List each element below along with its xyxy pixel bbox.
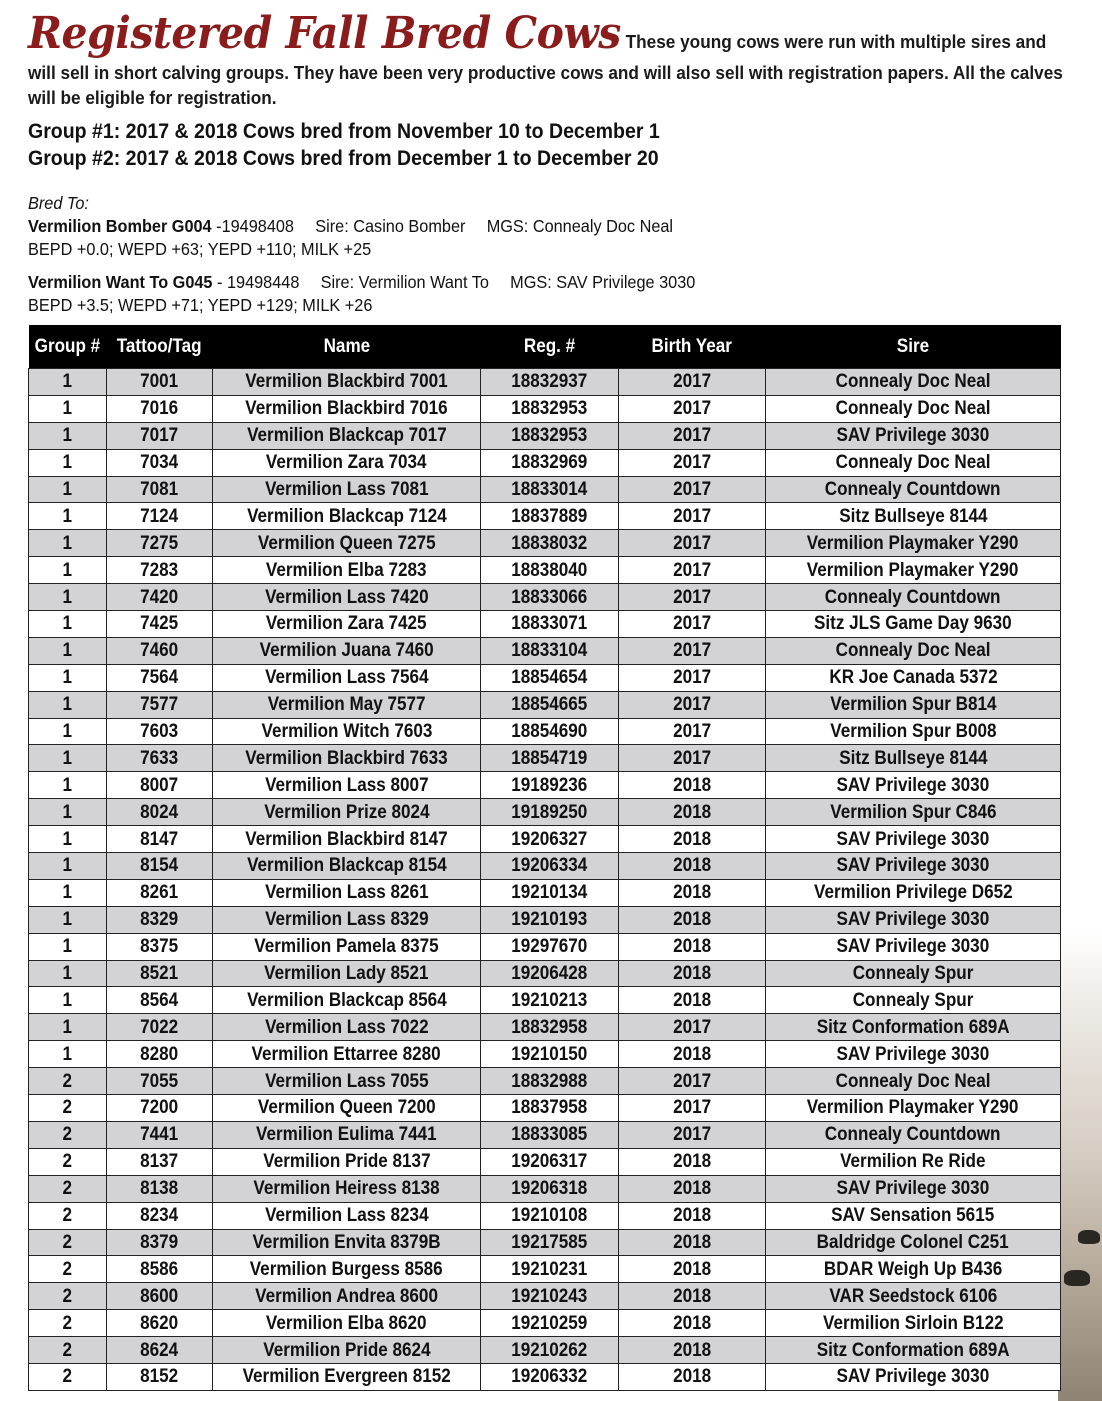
name-cell: Vermilion Pamela 8375 — [213, 933, 481, 960]
name-cell: Vermilion Zara 7425 — [213, 611, 481, 638]
sire-cell: Connealy Countdown — [766, 1121, 1061, 1148]
group-cell: 1 — [29, 557, 107, 584]
group-cell: 1 — [29, 987, 107, 1014]
name-cell: Vermilion Witch 7603 — [213, 718, 481, 745]
tattoo-cell: 8564 — [107, 987, 213, 1014]
birth-year-cell: 2018 — [619, 879, 766, 906]
group-cell: 1 — [29, 503, 107, 530]
table-row — [29, 557, 1061, 584]
tattoo-cell: 8152 — [107, 1363, 213, 1390]
reg-cell: 19210243 — [481, 1283, 619, 1310]
birth-year-cell: 2017 — [619, 637, 766, 664]
group-cell: 2 — [29, 1310, 107, 1337]
birth-year-cell: 2018 — [619, 799, 766, 826]
reg-cell: 19206318 — [481, 1175, 619, 1202]
column-header: Reg. # — [481, 325, 619, 369]
name-cell: Vermilion Lass 7081 — [213, 476, 481, 503]
bull-1-epds: BEPD +0.0; WEPD +63; YEPD +110; MILK +25 — [28, 239, 372, 259]
sire-cell: Vermilion Playmaker Y290 — [766, 1095, 1061, 1122]
birth-year-cell: 2018 — [619, 1175, 766, 1202]
birth-year-cell: 2018 — [619, 1337, 766, 1364]
reg-cell: 19206317 — [481, 1148, 619, 1175]
group-cell: 2 — [29, 1283, 107, 1310]
name-cell: Vermilion Blackbird 7633 — [213, 745, 481, 772]
birth-year-cell: 2017 — [619, 584, 766, 611]
name-cell: Vermilion Elba 7283 — [213, 557, 481, 584]
tattoo-cell: 8624 — [107, 1337, 213, 1364]
table-row — [29, 664, 1061, 691]
birth-year-cell: 2017 — [619, 530, 766, 557]
group-cell: 1 — [29, 530, 107, 557]
name-cell: Vermilion Lady 8521 — [213, 960, 481, 987]
group-cell: 2 — [29, 1363, 107, 1390]
group-cell: 1 — [29, 718, 107, 745]
birth-year-cell: 2017 — [619, 503, 766, 530]
reg-cell: 19210150 — [481, 1041, 619, 1068]
sire-cell: Connealy Doc Neal — [766, 395, 1061, 422]
bull-2-mgs: MGS: SAV Privilege 3030 — [510, 272, 696, 292]
table-row — [29, 1229, 1061, 1256]
birth-year-cell: 2017 — [619, 557, 766, 584]
birth-year-cell: 2018 — [619, 1148, 766, 1175]
table-header-row — [29, 325, 1061, 369]
sire-cell: Connealy Countdown — [766, 584, 1061, 611]
tattoo-cell: 8620 — [107, 1310, 213, 1337]
sire-cell: Connealy Spur — [766, 987, 1061, 1014]
sire-cell: KR Joe Canada 5372 — [766, 664, 1061, 691]
reg-cell: 19206332 — [481, 1363, 619, 1390]
sire-cell: SAV Privilege 3030 — [766, 853, 1061, 880]
reg-cell: 18832988 — [481, 1068, 619, 1095]
sire-cell: Connealy Doc Neal — [766, 1068, 1061, 1095]
reg-cell: 18854654 — [481, 664, 619, 691]
group-cell: 2 — [29, 1256, 107, 1283]
name-cell: Vermilion Heiress 8138 — [213, 1175, 481, 1202]
sire-cell: Connealy Spur — [766, 960, 1061, 987]
tattoo-cell: 8379 — [107, 1229, 213, 1256]
sire-cell: Sitz JLS Game Day 9630 — [766, 611, 1061, 638]
reg-cell: 18832953 — [481, 395, 619, 422]
tattoo-cell: 7460 — [107, 637, 213, 664]
table-row — [29, 1068, 1061, 1095]
sire-cell: Sitz Conformation 689A — [766, 1014, 1061, 1041]
table-row — [29, 1283, 1061, 1310]
column-header: Birth Year — [619, 325, 766, 369]
bull-1-sire: Sire: Casino Bomber — [315, 216, 466, 236]
name-cell: Vermilion Lass 7055 — [213, 1068, 481, 1095]
sire-cell: Connealy Countdown — [766, 476, 1061, 503]
name-cell: Vermilion Lass 8261 — [213, 879, 481, 906]
name-cell: Vermilion Andrea 8600 — [213, 1283, 481, 1310]
birth-year-cell: 2018 — [619, 853, 766, 880]
name-cell: Vermilion Blackcap 7124 — [213, 503, 481, 530]
sire-cell: Vermilion Privilege D652 — [766, 879, 1061, 906]
tattoo-cell: 7283 — [107, 557, 213, 584]
reg-cell: 18854665 — [481, 691, 619, 718]
group-cell: 1 — [29, 584, 107, 611]
sire-cell: SAV Privilege 3030 — [766, 1041, 1061, 1068]
tattoo-cell: 8375 — [107, 933, 213, 960]
sire-cell: Vermilion Re Ride — [766, 1148, 1061, 1175]
sire-cell: VAR Seedstock 6106 — [766, 1283, 1061, 1310]
group-cell: 1 — [29, 369, 107, 396]
group-cell: 2 — [29, 1202, 107, 1229]
tattoo-cell: 8024 — [107, 799, 213, 826]
birth-year-cell: 2018 — [619, 1202, 766, 1229]
sire-cell: Sitz Bullseye 8144 — [766, 503, 1061, 530]
group-cell: 1 — [29, 745, 107, 772]
sire-cell: Vermilion Playmaker Y290 — [766, 557, 1061, 584]
reg-cell: 18833066 — [481, 584, 619, 611]
table-row — [29, 422, 1061, 449]
bull-1-reg: -19498408 — [216, 216, 294, 236]
table-row — [29, 611, 1061, 638]
reg-cell: 18854690 — [481, 718, 619, 745]
cows-table — [28, 325, 1061, 1391]
tattoo-cell: 7081 — [107, 476, 213, 503]
table-row — [29, 637, 1061, 664]
bred-to-section — [28, 192, 1051, 317]
birth-year-cell: 2017 — [619, 422, 766, 449]
bull-2-sire: Sire: Vermilion Want To — [320, 272, 489, 292]
name-cell: Vermilion Pride 8624 — [213, 1337, 481, 1364]
table-row — [29, 1202, 1061, 1229]
group-cell: 2 — [29, 1121, 107, 1148]
sire-cell: BDAR Weigh Up B436 — [766, 1256, 1061, 1283]
column-header: Sire — [766, 325, 1061, 369]
reg-cell: 18833071 — [481, 611, 619, 638]
tattoo-cell: 8138 — [107, 1175, 213, 1202]
tattoo-cell: 7017 — [107, 422, 213, 449]
tattoo-cell: 8007 — [107, 772, 213, 799]
group-cell: 1 — [29, 449, 107, 476]
table-row — [29, 503, 1061, 530]
tattoo-cell: 8147 — [107, 826, 213, 853]
table-row — [29, 987, 1061, 1014]
name-cell: Vermilion Eulima 7441 — [213, 1121, 481, 1148]
birth-year-cell: 2017 — [619, 1014, 766, 1041]
sire-cell: SAV Privilege 3030 — [766, 906, 1061, 933]
tattoo-cell: 7603 — [107, 718, 213, 745]
reg-cell: 19210259 — [481, 1310, 619, 1337]
bull-2-line — [28, 271, 1051, 294]
name-cell: Vermilion Envita 8379B — [213, 1229, 481, 1256]
name-cell: Vermilion Lass 8234 — [213, 1202, 481, 1229]
name-cell: Vermilion Lass 7564 — [213, 664, 481, 691]
sire-cell: SAV Privilege 3030 — [766, 826, 1061, 853]
group-cell: 1 — [29, 960, 107, 987]
table-row — [29, 960, 1061, 987]
tattoo-cell: 8280 — [107, 1041, 213, 1068]
group-cell: 2 — [29, 1068, 107, 1095]
reg-cell: 19210213 — [481, 987, 619, 1014]
tattoo-cell: 7055 — [107, 1068, 213, 1095]
sire-cell: Vermilion Spur C846 — [766, 799, 1061, 826]
group-cell: 1 — [29, 799, 107, 826]
tattoo-cell: 7124 — [107, 503, 213, 530]
table-row — [29, 933, 1061, 960]
sire-cell: SAV Privilege 3030 — [766, 1363, 1061, 1390]
reg-cell: 18832953 — [481, 422, 619, 449]
group-cell: 1 — [29, 1014, 107, 1041]
page-title: Registered Fall Bred Cows — [28, 8, 621, 59]
bull-2-name: Vermilion Want To G045 — [28, 272, 213, 292]
sire-cell: SAV Privilege 3030 — [766, 422, 1061, 449]
group-cell: 2 — [29, 1337, 107, 1364]
tattoo-cell: 8154 — [107, 853, 213, 880]
tattoo-cell: 7420 — [107, 584, 213, 611]
bred-to-label: Bred To: — [28, 193, 89, 213]
name-cell: Vermilion Burgess 8586 — [213, 1256, 481, 1283]
birth-year-cell: 2018 — [619, 1283, 766, 1310]
name-cell: Vermilion Lass 7022 — [213, 1014, 481, 1041]
tattoo-cell: 8261 — [107, 879, 213, 906]
group-cell: 1 — [29, 853, 107, 880]
group-cell: 1 — [29, 933, 107, 960]
reg-cell: 18832958 — [481, 1014, 619, 1041]
group-cell: 1 — [29, 691, 107, 718]
name-cell: Vermilion Blackcap 8564 — [213, 987, 481, 1014]
tattoo-cell: 8521 — [107, 960, 213, 987]
table-row — [29, 1310, 1061, 1337]
sire-cell: Vermilion Playmaker Y290 — [766, 530, 1061, 557]
intro-text: These young cows were run with multiple sires and will sell in short calving groups. They have been very productive cows and will also sell with registration papers. All the calves will be eligible for registration. — [28, 31, 1063, 108]
tattoo-cell: 7633 — [107, 745, 213, 772]
reg-cell: 19206334 — [481, 853, 619, 880]
column-header: Tattoo/Tag — [107, 325, 213, 369]
table-row — [29, 1175, 1061, 1202]
group-cell: 1 — [29, 476, 107, 503]
reg-cell: 19206327 — [481, 826, 619, 853]
sire-cell: SAV Privilege 3030 — [766, 933, 1061, 960]
table-row — [29, 1256, 1061, 1283]
reg-cell: 19189250 — [481, 799, 619, 826]
page-content — [28, 8, 1068, 317]
group-cell: 2 — [29, 1175, 107, 1202]
name-cell: Vermilion Evergreen 8152 — [213, 1363, 481, 1390]
reg-cell: 19210108 — [481, 1202, 619, 1229]
tattoo-cell: 7425 — [107, 611, 213, 638]
name-cell: Vermilion Blackbird 7016 — [213, 395, 481, 422]
group-cell: 1 — [29, 664, 107, 691]
reg-cell: 18838032 — [481, 530, 619, 557]
sire-cell: Connealy Doc Neal — [766, 449, 1061, 476]
group-cell: 1 — [29, 611, 107, 638]
reg-cell: 19210231 — [481, 1256, 619, 1283]
group-2-description: Group #2: 2017 & 2018 Cows bred from December 1 to December 20 — [28, 147, 659, 170]
reg-cell: 18833104 — [481, 637, 619, 664]
tattoo-cell: 7016 — [107, 395, 213, 422]
table-row — [29, 369, 1061, 396]
group-descriptions — [28, 118, 995, 172]
reg-cell: 19210262 — [481, 1337, 619, 1364]
reg-cell: 19206428 — [481, 960, 619, 987]
group-cell: 2 — [29, 1229, 107, 1256]
birth-year-cell: 2017 — [619, 718, 766, 745]
reg-cell: 19297670 — [481, 933, 619, 960]
birth-year-cell: 2018 — [619, 1363, 766, 1390]
birth-year-cell: 2018 — [619, 1041, 766, 1068]
group-cell: 2 — [29, 1148, 107, 1175]
sire-cell: Vermilion Spur B814 — [766, 691, 1061, 718]
reg-cell: 18832969 — [481, 449, 619, 476]
name-cell: Vermilion Lass 8007 — [213, 772, 481, 799]
table-row — [29, 799, 1061, 826]
name-cell: Vermilion Lass 7420 — [213, 584, 481, 611]
reg-cell: 19210193 — [481, 906, 619, 933]
tattoo-cell: 7022 — [107, 1014, 213, 1041]
tattoo-cell: 8329 — [107, 906, 213, 933]
reg-cell: 18833085 — [481, 1121, 619, 1148]
bull-1-mgs: MGS: Connealy Doc Neal — [486, 216, 674, 236]
column-header: Group # — [29, 325, 107, 369]
birth-year-cell: 2018 — [619, 1229, 766, 1256]
table-row — [29, 449, 1061, 476]
table-row — [29, 745, 1061, 772]
reg-cell: 18838040 — [481, 557, 619, 584]
sire-cell: Connealy Doc Neal — [766, 369, 1061, 396]
name-cell: Vermilion Blackcap 8154 — [213, 853, 481, 880]
reg-cell: 18837889 — [481, 503, 619, 530]
table-row — [29, 1148, 1061, 1175]
reg-cell: 18837958 — [481, 1095, 619, 1122]
table-row — [29, 1121, 1061, 1148]
name-cell: Vermilion Pride 8137 — [213, 1148, 481, 1175]
name-cell: Vermilion Queen 7200 — [213, 1095, 481, 1122]
tattoo-cell: 7564 — [107, 664, 213, 691]
birth-year-cell: 2017 — [619, 1121, 766, 1148]
sire-cell: Sitz Conformation 689A — [766, 1337, 1061, 1364]
bull-2-reg: - 19498448 — [217, 272, 300, 292]
column-header: Name — [213, 325, 481, 369]
group-cell: 1 — [29, 826, 107, 853]
name-cell: Vermilion Blackbird 7001 — [213, 369, 481, 396]
birth-year-cell: 2017 — [619, 1095, 766, 1122]
birth-year-cell: 2018 — [619, 906, 766, 933]
table-row — [29, 906, 1061, 933]
name-cell: Vermilion Lass 8329 — [213, 906, 481, 933]
tattoo-cell: 7275 — [107, 530, 213, 557]
reg-cell: 18832937 — [481, 369, 619, 396]
sire-cell: SAV Privilege 3030 — [766, 772, 1061, 799]
name-cell: Vermilion Elba 8620 — [213, 1310, 481, 1337]
group-cell: 1 — [29, 906, 107, 933]
birth-year-cell: 2018 — [619, 772, 766, 799]
name-cell: Vermilion Prize 8024 — [213, 799, 481, 826]
sire-cell: Vermilion Sirloin B122 — [766, 1310, 1061, 1337]
table-row — [29, 1363, 1061, 1390]
sire-cell: Vermilion Spur B008 — [766, 718, 1061, 745]
name-cell: Vermilion Blackbird 8147 — [213, 826, 481, 853]
table-row — [29, 1014, 1061, 1041]
table-row — [29, 476, 1061, 503]
tattoo-cell: 7001 — [107, 369, 213, 396]
sire-cell: SAV Privilege 3030 — [766, 1175, 1061, 1202]
name-cell: Vermilion Zara 7034 — [213, 449, 481, 476]
sire-cell: Baldridge Colonel C251 — [766, 1229, 1061, 1256]
birth-year-cell: 2017 — [619, 664, 766, 691]
birth-year-cell: 2018 — [619, 960, 766, 987]
bull-1-line — [28, 215, 1051, 238]
birth-year-cell: 2018 — [619, 1310, 766, 1337]
reg-cell: 18854719 — [481, 745, 619, 772]
table-row — [29, 1095, 1061, 1122]
table-row — [29, 530, 1061, 557]
name-cell: Vermilion May 7577 — [213, 691, 481, 718]
name-cell: Vermilion Ettarree 8280 — [213, 1041, 481, 1068]
birth-year-cell: 2017 — [619, 395, 766, 422]
group-cell: 1 — [29, 637, 107, 664]
table-row — [29, 772, 1061, 799]
group-cell: 1 — [29, 1041, 107, 1068]
tattoo-cell: 8586 — [107, 1256, 213, 1283]
tattoo-cell: 7200 — [107, 1095, 213, 1122]
birth-year-cell: 2017 — [619, 611, 766, 638]
group-cell: 1 — [29, 879, 107, 906]
headline — [28, 8, 1068, 110]
table-row — [29, 1041, 1061, 1068]
tattoo-cell: 7441 — [107, 1121, 213, 1148]
birth-year-cell: 2017 — [619, 369, 766, 396]
table-row — [29, 718, 1061, 745]
birth-year-cell: 2017 — [619, 1068, 766, 1095]
tattoo-cell: 8234 — [107, 1202, 213, 1229]
reg-cell: 19210134 — [481, 879, 619, 906]
birth-year-cell: 2017 — [619, 691, 766, 718]
group-cell: 1 — [29, 422, 107, 449]
group-cell: 1 — [29, 395, 107, 422]
tattoo-cell: 7577 — [107, 691, 213, 718]
sire-cell: SAV Sensation 5615 — [766, 1202, 1061, 1229]
reg-cell: 19189236 — [481, 772, 619, 799]
group-cell: 2 — [29, 1095, 107, 1122]
group-1-description: Group #1: 2017 & 2018 Cows bred from November 10 to December 1 — [28, 120, 660, 143]
tattoo-cell: 7034 — [107, 449, 213, 476]
background-pasture-photo — [1058, 930, 1102, 1401]
table-row — [29, 691, 1061, 718]
name-cell: Vermilion Juana 7460 — [213, 637, 481, 664]
sire-cell: Sitz Bullseye 8144 — [766, 745, 1061, 772]
birth-year-cell: 2017 — [619, 476, 766, 503]
table-row — [29, 395, 1061, 422]
birth-year-cell: 2018 — [619, 1256, 766, 1283]
table-row — [29, 853, 1061, 880]
table-row — [29, 879, 1061, 906]
name-cell: Vermilion Blackcap 7017 — [213, 422, 481, 449]
bull-2-epds: BEPD +3.5; WEPD +71; YEPD +129; MILK +26 — [28, 295, 373, 315]
sire-cell: Connealy Doc Neal — [766, 637, 1061, 664]
reg-cell: 18833014 — [481, 476, 619, 503]
birth-year-cell: 2017 — [619, 449, 766, 476]
tattoo-cell: 8600 — [107, 1283, 213, 1310]
birth-year-cell: 2018 — [619, 933, 766, 960]
table-body — [29, 369, 1061, 1391]
bull-1-name: Vermilion Bomber G004 — [28, 216, 212, 236]
birth-year-cell: 2017 — [619, 745, 766, 772]
reg-cell: 19217585 — [481, 1229, 619, 1256]
table-row — [29, 584, 1061, 611]
tattoo-cell: 8137 — [107, 1148, 213, 1175]
table-row — [29, 826, 1061, 853]
table-row — [29, 1337, 1061, 1364]
birth-year-cell: 2018 — [619, 987, 766, 1014]
group-cell: 1 — [29, 772, 107, 799]
birth-year-cell: 2018 — [619, 826, 766, 853]
name-cell: Vermilion Queen 7275 — [213, 530, 481, 557]
